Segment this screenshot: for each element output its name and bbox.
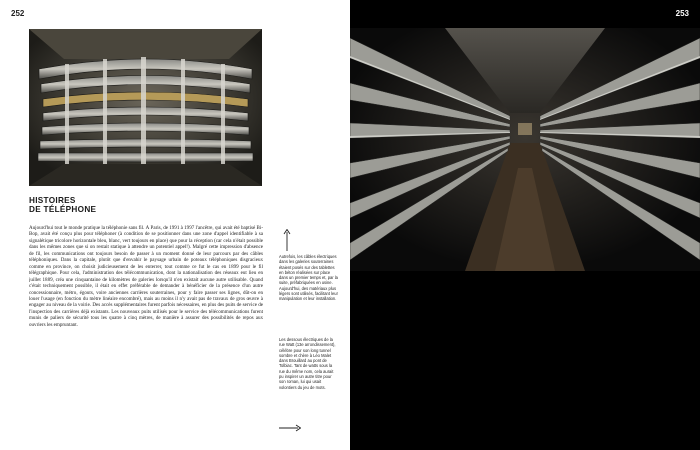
photo-caption-right: Les dessous électriques de la rue Watt (13e arrondissement), célèbre pour son long tunnel sombre et chère à Léo Malet dans Brouillard au pont de Tolbiac. Tant de watts sous la rue du même nom, cela aurait pu inspirer un autre titre pour son roman, lui qui usait volontiers du jeu de mots. — [279, 337, 336, 390]
right-page — [350, 0, 700, 450]
cable-gallery-photo — [29, 29, 262, 186]
article-heading — [29, 196, 96, 214]
article-body: Aujourd'hui tout le monde pratique la téléphonie sans fil. À Paris, de 1991 à 1997 l'ancêtre, qui avait été baptisé Bi-Bop, avait été conçu plus pour téléphoner (à condition de se positionner dans une zone d'appel identifiable à sa signalétique tricolore horizontale bleu, blanc, vert toujours en place) que pour la réception (car cela n'était possible dans les mêmes zones que si on restait statique à attendre un potentiel appel!). Malgré cette impression d'absence de fil, les communications ont toujours besoin de passer à un moment donné de leur parcours par des câbles téléphoniques. Dans la capitale, plutôt que d'envahir le paysage urbain de poteaux téléphoniques disgracieux comme en province, on choisit judicieusement de les enterrer, tout comme ce fut le cas en 1899 pour le fil télégraphique. Pour cela, l'administration des télécommunication, dont la nationalisation des réseaux eut lieu en juillet 1889, créa une cinquantaine de kilomètres de galeries lorsqu'il n'en existait aucune autre utilisable. Quand c'était techniquement possible, il était en effet préférable de demander à bénéficier de la présence d'un autre concessionnaire, métro, égouts, voire anciennes carrières souterraines, pour y faire passer ses lignes, dût-on en louer l'usage (en fonction du mètre linéaire encombré), mais au moins il n'y avait pas de travaux de gros œuvre à engager au niveau de la voirie. Des accès supplémentaires furent parfois nécessaires, en plus des puits de service de l'inspection des carrières déjà existants. Les nouveaux puits utilisés pour le service des télécommunications furent munis de paliers de sécurité tous les quatre à cinq mètres, de manière à assurer des possibilités de repos aux ouvriers les empruntant. — [29, 225, 263, 328]
heading-line-2: DE TÉLÉPHONE — [29, 205, 97, 214]
heading-line-1: HISTOIRES — [29, 196, 76, 205]
page-number-left: 252 — [11, 9, 25, 18]
arrow-right-icon — [279, 424, 301, 432]
cable-gallery-illustration — [29, 29, 262, 186]
tunnel-photo — [350, 28, 700, 271]
tunnel-illustration — [350, 28, 700, 271]
page-number-right: 253 — [675, 9, 689, 18]
photo-caption-top: Autrefois, les câbles électriques dans les galeries souterraines étaient posés sur des tablettes en béton réalisées sur place dans un premier temps et, par la suite, préfabriquées en usine. Aujourd'hui, des matériaux plus légers sont utilisés, facilitant leur manipulation et leur installation. — [279, 254, 338, 302]
arrow-up-icon — [283, 229, 291, 251]
